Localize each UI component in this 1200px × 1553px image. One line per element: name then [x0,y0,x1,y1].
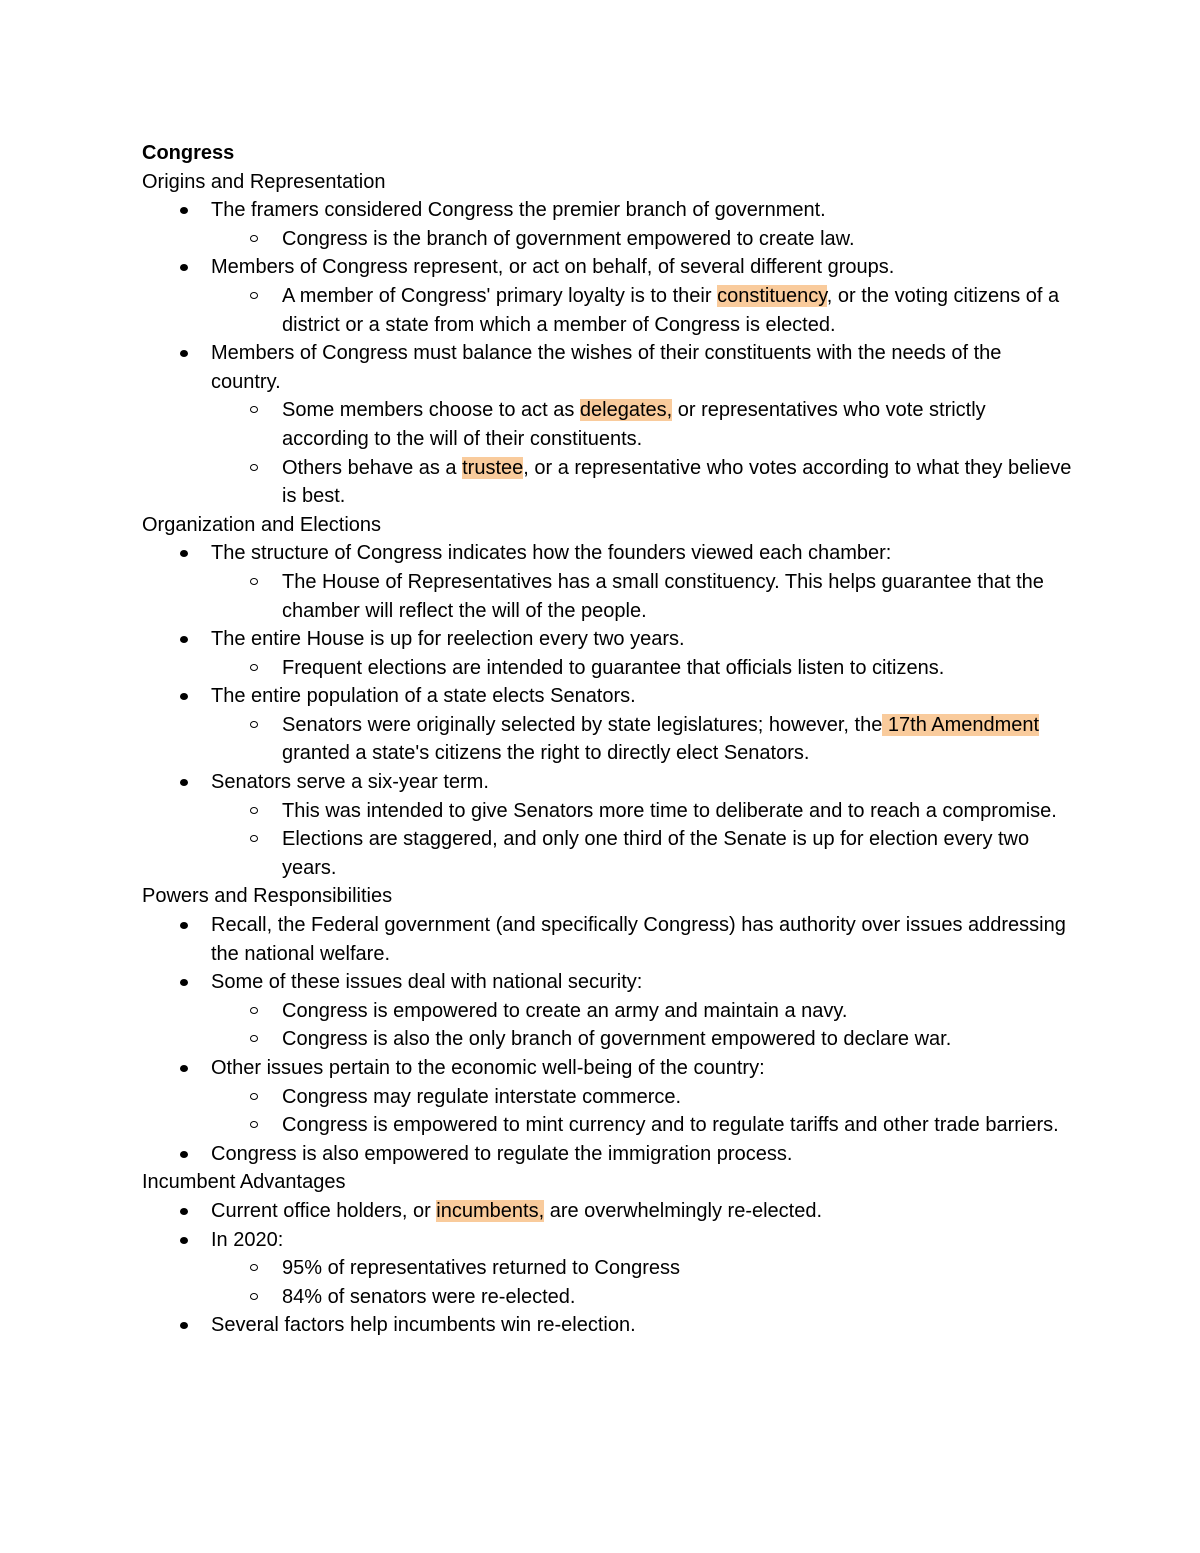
bullet-list [142,1197,1072,1340]
bullet-item [142,1197,1072,1226]
bullet-item [142,539,1072,625]
document-title: Congress [142,142,235,164]
bullet-item [142,253,1072,339]
bullet-item [142,625,1072,682]
text-run: Congress is empowered to create an army and maintain a navy. [282,999,848,1022]
bullet-text: In 2020: [211,1228,284,1251]
bullet-list [142,539,1072,882]
sub-bullet-item [142,797,1072,826]
sub-bullet-list [211,711,1072,768]
bullet-text: Members of Congress must balance the wishes of their constituents with the needs of the country. [211,342,1002,393]
text-run: or representatives who vote strictly according to the will of their constituents. [282,399,986,450]
sub-bullet-list [211,282,1072,339]
section-heading: Incumbent Advantages [142,1171,346,1194]
bullet-text: Several factors help incumbents win re-election. [211,1314,636,1337]
text-run: , or the voting citizens of a district or a state from which a member of Congress is elected. [282,284,1060,336]
sub-bullet-item [142,396,1072,453]
sub-bullet-item [142,225,1072,254]
highlighted-term: incumbents, [436,1199,545,1222]
bullet-item [142,1226,1072,1312]
sub-bullet-item [142,825,1072,882]
text-run: , or a representative who votes according to what they believe is best. [282,456,1072,508]
sub-bullet-item [142,568,1072,625]
sub-bullet-item [142,1283,1072,1312]
text-run: Congress is the branch of government empowered to create law. [282,227,855,250]
text-run: 95% of representatives returned to Congress [282,1257,680,1280]
highlighted-term: constituency [717,284,827,307]
sub-bullet-item [142,1083,1072,1112]
text-run: granted a state's citizens the right to directly elect Senators. [282,742,810,765]
text-run: Current office holders, or [211,1199,437,1222]
text-run: 84% of senators were re-elected. [282,1285,576,1308]
bullet-text: Other issues pertain to the economic well-being of the country: [211,1057,765,1079]
highlighted-term: trustee [462,456,524,479]
notes-body [142,139,1072,1340]
sub-bullet-list [211,568,1072,625]
bullet-text: Some of these issues deal with national security: [211,971,643,994]
bullet-text: The framers considered Congress the premier branch of government. [211,199,826,222]
sub-bullet-item [142,454,1072,511]
sub-bullet-item [142,1111,1072,1140]
sub-bullet-list [211,1083,1072,1140]
sub-bullet-list [211,1254,1072,1311]
sub-bullet-item [142,654,1072,683]
text-run: Some members choose to act as [282,399,580,422]
bullet-item [142,682,1072,768]
section-heading: Origins and Representation [142,170,386,193]
sub-bullet-item [142,282,1072,339]
bullet-item [142,968,1072,1054]
bullet-list [142,911,1072,1168]
highlighted-term: 17th Amendment [882,713,1040,736]
bullet-item [142,1054,1072,1140]
text-run: Congress may regulate interstate commerce. [282,1085,682,1108]
bullet-item [142,339,1072,511]
sub-bullet-list [211,797,1072,883]
sub-bullet-item [142,711,1072,768]
bullet-text: The entire House is up for reelection every two years. [211,628,685,651]
bullet-item [142,911,1072,968]
bullet-item [142,1311,1072,1340]
bullet-text: Congress is also empowered to regulate the immigration process. [211,1142,793,1165]
sub-bullet-item [142,1254,1072,1283]
bullet-text: Recall, the Federal government (and specifically Congress) has authority over issues addressing the national welfare. [211,914,1066,965]
text-run: Frequent elections are intended to guarantee that officials listen to citizens. [282,656,945,679]
text-run: are overwhelmingly re-elected. [544,1199,823,1222]
bullet-text: Senators serve a six-year term. [211,771,489,794]
bullet-list [142,196,1072,511]
text-run: Others behave as a [282,456,463,479]
text-run: The House of Representatives has a small constituency. This helps guarantee that the chamber will reflect the will of the people. [282,570,1044,622]
bullet-item [142,768,1072,882]
text-run: This was intended to give Senators more time to deliberate and to reach a compromise. [282,799,1057,822]
text-run: Congress is also the only branch of government empowered to declare war. [282,1028,952,1051]
bullet-item [142,1140,1072,1169]
text-run: Senators were originally selected by state legislatures; however, the [282,713,883,736]
section-heading: Organization and Elections [142,513,382,536]
sub-bullet-item [142,1025,1072,1054]
highlighted-term: delegates, [579,399,673,422]
sub-bullet-item [142,997,1072,1026]
sub-bullet-list [211,997,1072,1054]
bullet-text: The entire population of a state elects Senators. [211,685,636,708]
text-run: Elections are staggered, and only one third of the Senate is up for election every two years. [282,828,1030,879]
text-run: Congress is empowered to mint currency and to regulate tariffs and other trade barriers. [282,1114,1059,1137]
sub-bullet-list [211,396,1072,510]
section-heading: Powers and Responsibilities [142,885,393,908]
sub-bullet-list [211,654,1072,683]
sub-bullet-list [211,225,1072,254]
bullet-text: The structure of Congress indicates how the founders viewed each chamber: [211,542,892,565]
text-run: A member of Congress' primary loyalty is to their [282,284,718,307]
bullet-item [142,196,1072,253]
bullet-text: Members of Congress represent, or act on behalf, of several different groups. [211,256,895,279]
